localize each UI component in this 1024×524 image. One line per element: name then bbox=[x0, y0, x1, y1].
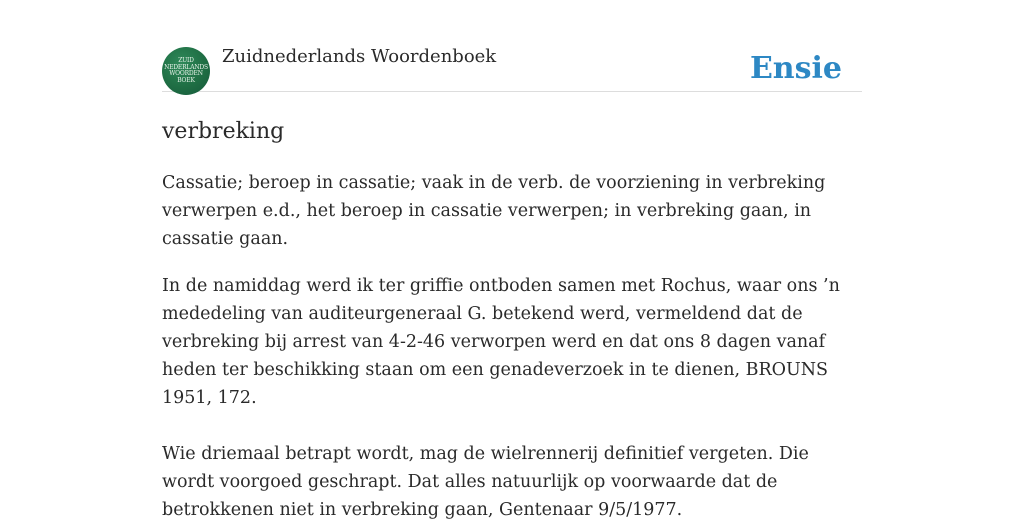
logo-line: BOEK bbox=[177, 76, 195, 84]
dictionary-logo-icon[interactable] bbox=[162, 47, 210, 95]
logo-line: ZUID bbox=[178, 57, 194, 64]
dictionary-name-link[interactable]: Zuidnederlands Woordenboek bbox=[222, 46, 497, 67]
example-quote: Wie driemaal betrapt wordt, mag de wielrennerij definitief vergeten. Die wordt voorgoed geschrapt. Dat alles natuurlijk op voorwaarde dat de betrokkenen niet in verbreking gaan, Gentenaar 9/5/1977. bbox=[162, 444, 809, 520]
entry-term: verbreking bbox=[162, 119, 285, 144]
example-quote: In de namiddag werd ik ter griffie ontboden samen met Rochus, waar ons ’n mededeling van auditeurgeneraal G. betekend werd, vermeldend dat de verbreking bij arrest van 4-2-46 verworpen werd en dat ons 8 dagen vanaf heden ter beschikking staan om een genadeverzoek in te dienen, BROUNS 1951, 172. bbox=[162, 276, 840, 408]
ensie-brand-link[interactable]: Ensie bbox=[749, 51, 842, 86]
header bbox=[162, 44, 862, 92]
entry-definition: Cassatie; beroep in cassatie; vaak in de verb. de voorziening in verbreking verwerpen e.d., het beroep in cassatie verwerpen; in verbreking gaan, in cassatie gaan. bbox=[162, 173, 826, 249]
logo-line: WOORDEN bbox=[169, 70, 203, 77]
logo-line: NEDERLANDS bbox=[164, 63, 208, 71]
entry-card bbox=[162, 44, 862, 524]
